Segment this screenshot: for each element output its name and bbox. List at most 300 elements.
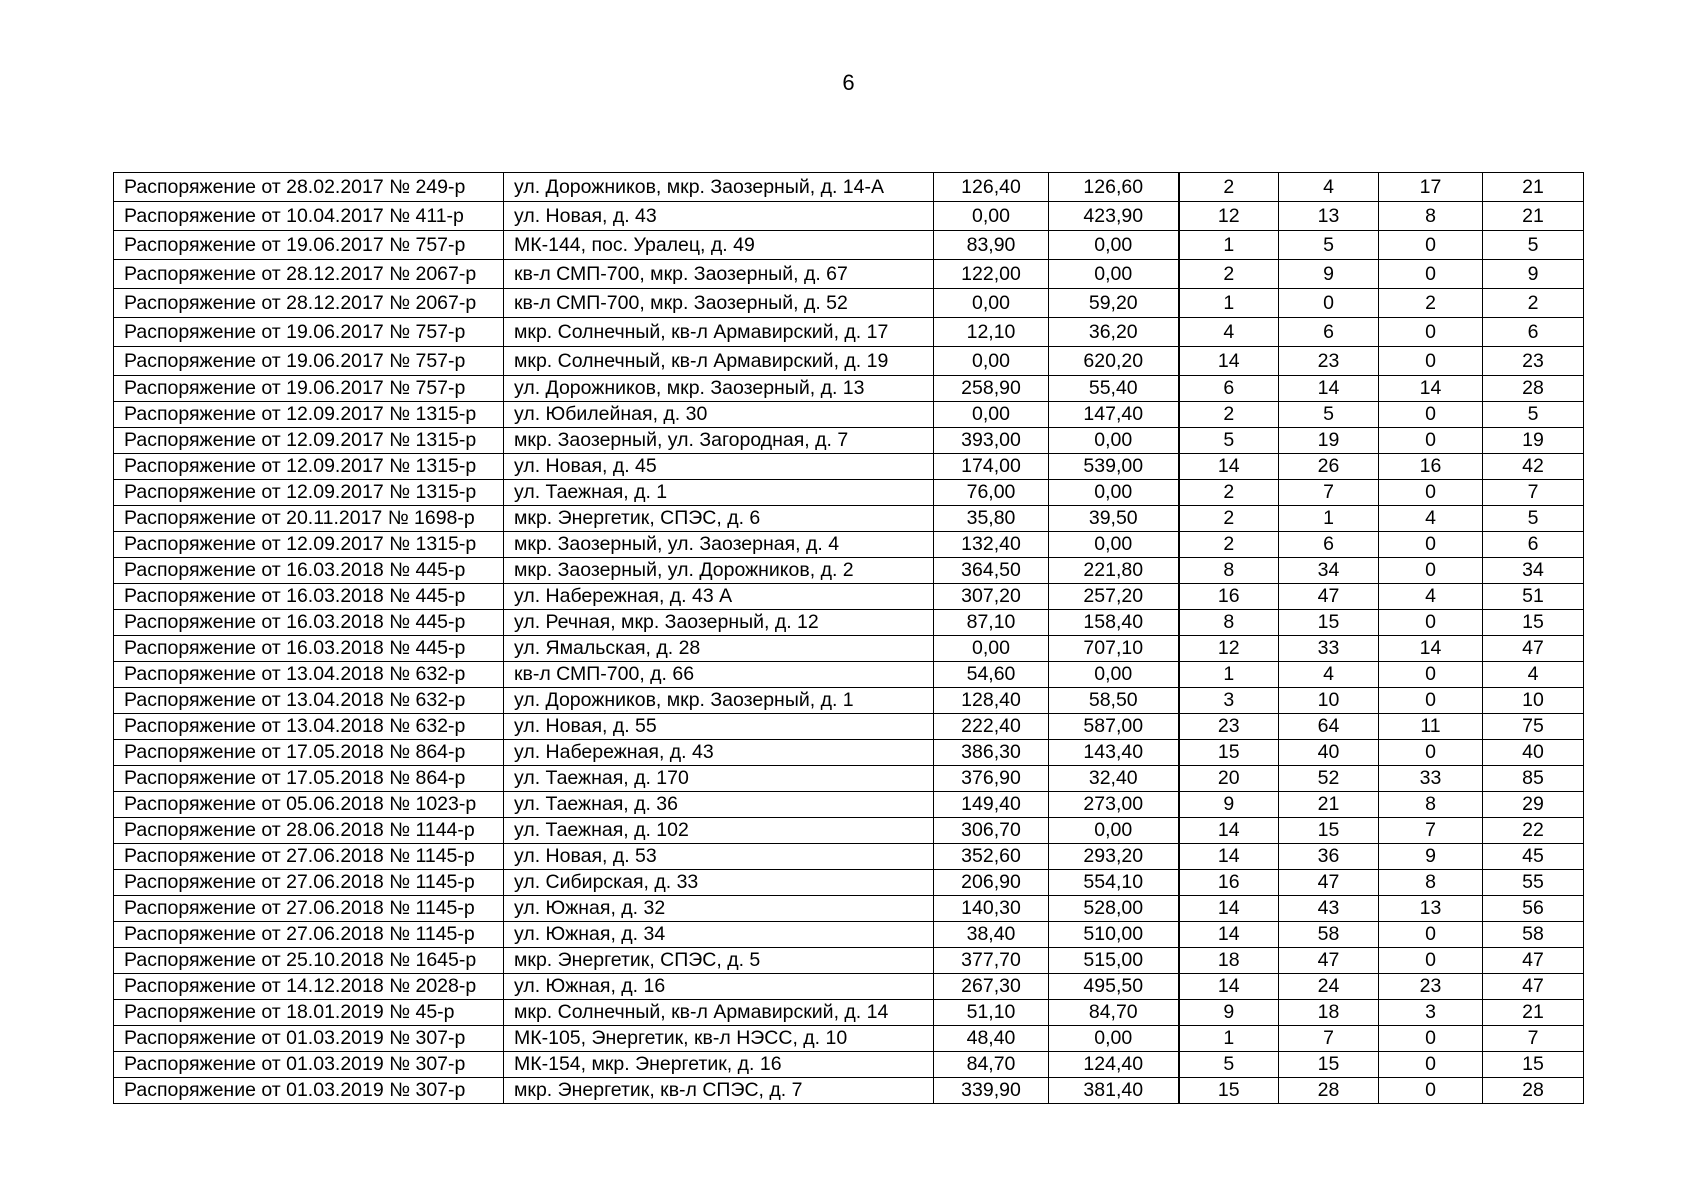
document-cell: Распоряжение от 10.04.2017 № 411-р bbox=[114, 202, 504, 231]
area-1-cell: 339,90 bbox=[934, 1078, 1049, 1104]
table-row bbox=[114, 231, 1584, 260]
area-1-cell: 258,90 bbox=[934, 376, 1049, 402]
table-row bbox=[114, 766, 1584, 792]
count-3-cell: 4 bbox=[1379, 506, 1483, 532]
area-2-cell: 528,00 bbox=[1049, 896, 1179, 922]
count-1-cell: 12 bbox=[1179, 202, 1279, 231]
table-row bbox=[114, 558, 1584, 584]
count-3-cell: 0 bbox=[1379, 688, 1483, 714]
count-4-cell: 29 bbox=[1483, 792, 1584, 818]
count-1-cell: 14 bbox=[1179, 896, 1279, 922]
count-4-cell: 6 bbox=[1483, 532, 1584, 558]
count-2-cell: 15 bbox=[1279, 1052, 1379, 1078]
area-2-cell: 59,20 bbox=[1049, 289, 1179, 318]
table-row bbox=[114, 610, 1584, 636]
count-1-cell: 2 bbox=[1179, 402, 1279, 428]
document-cell: Распоряжение от 13.04.2018 № 632-р bbox=[114, 688, 504, 714]
area-2-cell: 495,50 bbox=[1049, 974, 1179, 1000]
document-cell: Распоряжение от 16.03.2018 № 445-р bbox=[114, 610, 504, 636]
count-4-cell: 21 bbox=[1483, 1000, 1584, 1026]
area-2-cell: 0,00 bbox=[1049, 1026, 1179, 1052]
area-1-cell: 38,40 bbox=[934, 922, 1049, 948]
area-2-cell: 381,40 bbox=[1049, 1078, 1179, 1104]
address-cell: мкр. Энергетик, СПЭС, д. 5 bbox=[504, 948, 934, 974]
count-4-cell: 2 bbox=[1483, 289, 1584, 318]
table-row bbox=[114, 347, 1584, 376]
address-cell: ул. Новая, д. 43 bbox=[504, 202, 934, 231]
count-2-cell: 26 bbox=[1279, 454, 1379, 480]
count-4-cell: 9 bbox=[1483, 260, 1584, 289]
document-cell: Распоряжение от 16.03.2018 № 445-р bbox=[114, 636, 504, 662]
document-cell: Распоряжение от 19.06.2017 № 757-р bbox=[114, 347, 504, 376]
address-cell: ул. Дорожников, мкр. Заозерный, д. 13 bbox=[504, 376, 934, 402]
area-2-cell: 0,00 bbox=[1049, 818, 1179, 844]
count-1-cell: 1 bbox=[1179, 231, 1279, 260]
table-row bbox=[114, 289, 1584, 318]
address-cell: мкр. Солнечный, кв-л Армавирский, д. 14 bbox=[504, 1000, 934, 1026]
table-row bbox=[114, 792, 1584, 818]
count-3-cell: 7 bbox=[1379, 818, 1483, 844]
count-1-cell: 9 bbox=[1179, 792, 1279, 818]
count-1-cell: 14 bbox=[1179, 818, 1279, 844]
document-cell: Распоряжение от 16.03.2018 № 445-р bbox=[114, 558, 504, 584]
area-2-cell: 0,00 bbox=[1049, 260, 1179, 289]
area-2-cell: 515,00 bbox=[1049, 948, 1179, 974]
document-cell: Распоряжение от 17.05.2018 № 864-р bbox=[114, 740, 504, 766]
count-2-cell: 6 bbox=[1279, 318, 1379, 347]
area-1-cell: 0,00 bbox=[934, 347, 1049, 376]
area-1-cell: 393,00 bbox=[934, 428, 1049, 454]
area-1-cell: 48,40 bbox=[934, 1026, 1049, 1052]
count-4-cell: 15 bbox=[1483, 1052, 1584, 1078]
document-cell: Распоряжение от 27.06.2018 № 1145-р bbox=[114, 896, 504, 922]
count-3-cell: 9 bbox=[1379, 844, 1483, 870]
count-1-cell: 14 bbox=[1179, 844, 1279, 870]
count-1-cell: 15 bbox=[1179, 1078, 1279, 1104]
count-4-cell: 45 bbox=[1483, 844, 1584, 870]
area-1-cell: 386,30 bbox=[934, 740, 1049, 766]
count-2-cell: 36 bbox=[1279, 844, 1379, 870]
area-1-cell: 352,60 bbox=[934, 844, 1049, 870]
address-cell: ул. Дорожников, мкр. Заозерный, д. 14-А bbox=[504, 173, 934, 202]
document-cell: Распоряжение от 18.01.2019 № 45-р bbox=[114, 1000, 504, 1026]
table-body bbox=[114, 173, 1584, 1104]
count-1-cell: 14 bbox=[1179, 974, 1279, 1000]
address-cell: ул. Таежная, д. 1 bbox=[504, 480, 934, 506]
area-2-cell: 0,00 bbox=[1049, 231, 1179, 260]
address-cell: кв-л СМП-700, мкр. Заозерный, д. 67 bbox=[504, 260, 934, 289]
document-cell: Распоряжение от 12.09.2017 № 1315-р bbox=[114, 454, 504, 480]
area-1-cell: 267,30 bbox=[934, 974, 1049, 1000]
count-3-cell: 0 bbox=[1379, 231, 1483, 260]
count-4-cell: 15 bbox=[1483, 610, 1584, 636]
area-2-cell: 55,40 bbox=[1049, 376, 1179, 402]
area-2-cell: 620,20 bbox=[1049, 347, 1179, 376]
count-2-cell: 7 bbox=[1279, 1026, 1379, 1052]
area-2-cell: 126,60 bbox=[1049, 173, 1179, 202]
document-cell: Распоряжение от 28.02.2017 № 249-р bbox=[114, 173, 504, 202]
count-3-cell: 13 bbox=[1379, 896, 1483, 922]
count-3-cell: 14 bbox=[1379, 376, 1483, 402]
area-1-cell: 122,00 bbox=[934, 260, 1049, 289]
count-2-cell: 4 bbox=[1279, 662, 1379, 688]
area-1-cell: 132,40 bbox=[934, 532, 1049, 558]
area-2-cell: 0,00 bbox=[1049, 662, 1179, 688]
address-cell: ул. Новая, д. 53 bbox=[504, 844, 934, 870]
address-cell: ул. Набережная, д. 43 А bbox=[504, 584, 934, 610]
count-1-cell: 2 bbox=[1179, 260, 1279, 289]
area-2-cell: 58,50 bbox=[1049, 688, 1179, 714]
count-4-cell: 4 bbox=[1483, 662, 1584, 688]
table-row bbox=[114, 480, 1584, 506]
area-2-cell: 539,00 bbox=[1049, 454, 1179, 480]
area-1-cell: 174,00 bbox=[934, 454, 1049, 480]
document-cell: Распоряжение от 19.06.2017 № 757-р bbox=[114, 376, 504, 402]
count-4-cell: 55 bbox=[1483, 870, 1584, 896]
area-2-cell: 0,00 bbox=[1049, 532, 1179, 558]
area-1-cell: 0,00 bbox=[934, 402, 1049, 428]
count-3-cell: 0 bbox=[1379, 1078, 1483, 1104]
document-cell: Распоряжение от 28.12.2017 № 2067-р bbox=[114, 289, 504, 318]
count-3-cell: 0 bbox=[1379, 402, 1483, 428]
table-row bbox=[114, 948, 1584, 974]
area-1-cell: 364,50 bbox=[934, 558, 1049, 584]
area-2-cell: 124,40 bbox=[1049, 1052, 1179, 1078]
count-3-cell: 0 bbox=[1379, 922, 1483, 948]
table-row bbox=[114, 1078, 1584, 1104]
document-cell: Распоряжение от 17.05.2018 № 864-р bbox=[114, 766, 504, 792]
address-cell: МК-105, Энергетик, кв-л НЭСС, д. 10 bbox=[504, 1026, 934, 1052]
address-cell: ул. Таежная, д. 102 bbox=[504, 818, 934, 844]
document-cell: Распоряжение от 20.11.2017 № 1698-р bbox=[114, 506, 504, 532]
area-2-cell: 158,40 bbox=[1049, 610, 1179, 636]
count-2-cell: 24 bbox=[1279, 974, 1379, 1000]
count-2-cell: 15 bbox=[1279, 610, 1379, 636]
table-row bbox=[114, 870, 1584, 896]
count-2-cell: 64 bbox=[1279, 714, 1379, 740]
count-4-cell: 51 bbox=[1483, 584, 1584, 610]
area-1-cell: 54,60 bbox=[934, 662, 1049, 688]
table-row bbox=[114, 428, 1584, 454]
address-cell: МК-144, пос. Уралец, д. 49 bbox=[504, 231, 934, 260]
page-number: 6 bbox=[842, 70, 855, 95]
count-4-cell: 42 bbox=[1483, 454, 1584, 480]
address-cell: кв-л СМП-700, мкр. Заозерный, д. 52 bbox=[504, 289, 934, 318]
table-row bbox=[114, 896, 1584, 922]
area-1-cell: 12,10 bbox=[934, 318, 1049, 347]
count-2-cell: 18 bbox=[1279, 1000, 1379, 1026]
area-1-cell: 0,00 bbox=[934, 636, 1049, 662]
address-cell: ул. Новая, д. 45 bbox=[504, 454, 934, 480]
count-2-cell: 5 bbox=[1279, 231, 1379, 260]
table-row bbox=[114, 376, 1584, 402]
count-2-cell: 4 bbox=[1279, 173, 1379, 202]
area-2-cell: 293,20 bbox=[1049, 844, 1179, 870]
document-cell: Распоряжение от 28.12.2017 № 2067-р bbox=[114, 260, 504, 289]
area-1-cell: 140,30 bbox=[934, 896, 1049, 922]
count-2-cell: 5 bbox=[1279, 402, 1379, 428]
area-1-cell: 377,70 bbox=[934, 948, 1049, 974]
count-1-cell: 6 bbox=[1179, 376, 1279, 402]
count-2-cell: 9 bbox=[1279, 260, 1379, 289]
area-1-cell: 84,70 bbox=[934, 1052, 1049, 1078]
count-4-cell: 21 bbox=[1483, 202, 1584, 231]
document-cell: Распоряжение от 19.06.2017 № 757-р bbox=[114, 231, 504, 260]
count-4-cell: 22 bbox=[1483, 818, 1584, 844]
count-3-cell: 0 bbox=[1379, 662, 1483, 688]
table-row bbox=[114, 173, 1584, 202]
count-4-cell: 23 bbox=[1483, 347, 1584, 376]
count-3-cell: 0 bbox=[1379, 347, 1483, 376]
document-cell: Распоряжение от 27.06.2018 № 1145-р bbox=[114, 870, 504, 896]
count-4-cell: 7 bbox=[1483, 1026, 1584, 1052]
count-2-cell: 40 bbox=[1279, 740, 1379, 766]
count-2-cell: 10 bbox=[1279, 688, 1379, 714]
count-2-cell: 7 bbox=[1279, 480, 1379, 506]
count-2-cell: 1 bbox=[1279, 506, 1379, 532]
count-3-cell: 8 bbox=[1379, 202, 1483, 231]
area-2-cell: 32,40 bbox=[1049, 766, 1179, 792]
address-cell: мкр. Заозерный, ул. Дорожников, д. 2 bbox=[504, 558, 934, 584]
address-cell: мкр. Заозерный, ул. Заозерная, д. 4 bbox=[504, 532, 934, 558]
area-2-cell: 221,80 bbox=[1049, 558, 1179, 584]
count-3-cell: 0 bbox=[1379, 740, 1483, 766]
area-2-cell: 510,00 bbox=[1049, 922, 1179, 948]
count-1-cell: 2 bbox=[1179, 480, 1279, 506]
count-1-cell: 16 bbox=[1179, 584, 1279, 610]
table-row bbox=[114, 506, 1584, 532]
document-cell: Распоряжение от 16.03.2018 № 445-р bbox=[114, 584, 504, 610]
count-2-cell: 47 bbox=[1279, 584, 1379, 610]
count-4-cell: 56 bbox=[1483, 896, 1584, 922]
table-row bbox=[114, 584, 1584, 610]
table-row bbox=[114, 740, 1584, 766]
count-4-cell: 6 bbox=[1483, 318, 1584, 347]
area-1-cell: 307,20 bbox=[934, 584, 1049, 610]
table-row bbox=[114, 318, 1584, 347]
area-2-cell: 423,90 bbox=[1049, 202, 1179, 231]
area-2-cell: 0,00 bbox=[1049, 480, 1179, 506]
table-row bbox=[114, 532, 1584, 558]
address-cell: ул. Новая, д. 55 bbox=[504, 714, 934, 740]
count-1-cell: 14 bbox=[1179, 454, 1279, 480]
address-cell: мкр. Энергетик, СПЭС, д. 6 bbox=[504, 506, 934, 532]
count-2-cell: 23 bbox=[1279, 347, 1379, 376]
count-3-cell: 33 bbox=[1379, 766, 1483, 792]
area-2-cell: 36,20 bbox=[1049, 318, 1179, 347]
area-2-cell: 39,50 bbox=[1049, 506, 1179, 532]
count-1-cell: 1 bbox=[1179, 662, 1279, 688]
count-4-cell: 5 bbox=[1483, 231, 1584, 260]
count-1-cell: 14 bbox=[1179, 922, 1279, 948]
count-1-cell: 12 bbox=[1179, 636, 1279, 662]
area-1-cell: 51,10 bbox=[934, 1000, 1049, 1026]
count-1-cell: 1 bbox=[1179, 289, 1279, 318]
area-1-cell: 83,90 bbox=[934, 231, 1049, 260]
count-2-cell: 47 bbox=[1279, 948, 1379, 974]
table-row bbox=[114, 922, 1584, 948]
count-2-cell: 33 bbox=[1279, 636, 1379, 662]
table-row bbox=[114, 202, 1584, 231]
document-cell: Распоряжение от 05.06.2018 № 1023-р bbox=[114, 792, 504, 818]
area-1-cell: 222,40 bbox=[934, 714, 1049, 740]
count-3-cell: 0 bbox=[1379, 428, 1483, 454]
area-1-cell: 126,40 bbox=[934, 173, 1049, 202]
area-2-cell: 143,40 bbox=[1049, 740, 1179, 766]
table-row bbox=[114, 1000, 1584, 1026]
count-3-cell: 17 bbox=[1379, 173, 1483, 202]
count-2-cell: 19 bbox=[1279, 428, 1379, 454]
count-4-cell: 28 bbox=[1483, 376, 1584, 402]
table-row bbox=[114, 688, 1584, 714]
count-3-cell: 0 bbox=[1379, 532, 1483, 558]
document-cell: Распоряжение от 01.03.2019 № 307-р bbox=[114, 1052, 504, 1078]
count-3-cell: 0 bbox=[1379, 1052, 1483, 1078]
count-4-cell: 5 bbox=[1483, 402, 1584, 428]
count-4-cell: 28 bbox=[1483, 1078, 1584, 1104]
address-cell: мкр. Заозерный, ул. Загородная, д. 7 bbox=[504, 428, 934, 454]
address-cell: ул. Таежная, д. 170 bbox=[504, 766, 934, 792]
area-1-cell: 149,40 bbox=[934, 792, 1049, 818]
table-row bbox=[114, 844, 1584, 870]
address-cell: ул. Речная, мкр. Заозерный, д. 12 bbox=[504, 610, 934, 636]
count-4-cell: 75 bbox=[1483, 714, 1584, 740]
area-1-cell: 376,90 bbox=[934, 766, 1049, 792]
count-2-cell: 15 bbox=[1279, 818, 1379, 844]
area-2-cell: 554,10 bbox=[1049, 870, 1179, 896]
count-2-cell: 34 bbox=[1279, 558, 1379, 584]
count-1-cell: 15 bbox=[1179, 740, 1279, 766]
resettlement-table bbox=[113, 172, 1584, 1104]
table-row bbox=[114, 662, 1584, 688]
count-4-cell: 21 bbox=[1483, 173, 1584, 202]
area-1-cell: 0,00 bbox=[934, 289, 1049, 318]
count-3-cell: 8 bbox=[1379, 792, 1483, 818]
count-1-cell: 9 bbox=[1179, 1000, 1279, 1026]
count-2-cell: 14 bbox=[1279, 376, 1379, 402]
document-cell: Распоряжение от 01.03.2019 № 307-р bbox=[114, 1078, 504, 1104]
document-cell: Распоряжение от 27.06.2018 № 1145-р bbox=[114, 844, 504, 870]
count-3-cell: 8 bbox=[1379, 870, 1483, 896]
document-cell: Распоряжение от 12.09.2017 № 1315-р bbox=[114, 532, 504, 558]
count-3-cell: 0 bbox=[1379, 260, 1483, 289]
count-3-cell: 0 bbox=[1379, 480, 1483, 506]
count-2-cell: 58 bbox=[1279, 922, 1379, 948]
table-row bbox=[114, 636, 1584, 662]
table-row bbox=[114, 714, 1584, 740]
count-4-cell: 7 bbox=[1483, 480, 1584, 506]
address-cell: ул. Таежная, д. 36 bbox=[504, 792, 934, 818]
address-cell: мкр. Солнечный, кв-л Армавирский, д. 17 bbox=[504, 318, 934, 347]
document-cell: Распоряжение от 13.04.2018 № 632-р bbox=[114, 714, 504, 740]
count-2-cell: 28 bbox=[1279, 1078, 1379, 1104]
address-cell: мкр. Энергетик, кв-л СПЭС, д. 7 bbox=[504, 1078, 934, 1104]
area-2-cell: 0,00 bbox=[1049, 428, 1179, 454]
document-cell: Распоряжение от 12.09.2017 № 1315-р bbox=[114, 480, 504, 506]
document-cell: Распоряжение от 13.04.2018 № 632-р bbox=[114, 662, 504, 688]
area-1-cell: 206,90 bbox=[934, 870, 1049, 896]
address-cell: ул. Южная, д. 16 bbox=[504, 974, 934, 1000]
count-1-cell: 20 bbox=[1179, 766, 1279, 792]
table-row bbox=[114, 1026, 1584, 1052]
document-cell: Распоряжение от 28.06.2018 № 1144-р bbox=[114, 818, 504, 844]
area-2-cell: 707,10 bbox=[1049, 636, 1179, 662]
count-1-cell: 16 bbox=[1179, 870, 1279, 896]
count-1-cell: 5 bbox=[1179, 428, 1279, 454]
address-cell: кв-л СМП-700, д. 66 bbox=[504, 662, 934, 688]
document-cell: Распоряжение от 12.09.2017 № 1315-р bbox=[114, 428, 504, 454]
count-4-cell: 47 bbox=[1483, 974, 1584, 1000]
area-1-cell: 128,40 bbox=[934, 688, 1049, 714]
count-4-cell: 47 bbox=[1483, 636, 1584, 662]
count-2-cell: 52 bbox=[1279, 766, 1379, 792]
count-4-cell: 34 bbox=[1483, 558, 1584, 584]
area-2-cell: 587,00 bbox=[1049, 714, 1179, 740]
count-3-cell: 3 bbox=[1379, 1000, 1483, 1026]
area-2-cell: 147,40 bbox=[1049, 402, 1179, 428]
count-2-cell: 21 bbox=[1279, 792, 1379, 818]
count-2-cell: 6 bbox=[1279, 532, 1379, 558]
address-cell: ул. Юбилейная, д. 30 bbox=[504, 402, 934, 428]
count-4-cell: 47 bbox=[1483, 948, 1584, 974]
address-cell: ул. Дорожников, мкр. Заозерный, д. 1 bbox=[504, 688, 934, 714]
count-3-cell: 16 bbox=[1379, 454, 1483, 480]
count-2-cell: 43 bbox=[1279, 896, 1379, 922]
address-cell: МК-154, мкр. Энергетик, д. 16 bbox=[504, 1052, 934, 1078]
document-cell: Распоряжение от 14.12.2018 № 2028-р bbox=[114, 974, 504, 1000]
count-3-cell: 11 bbox=[1379, 714, 1483, 740]
count-1-cell: 5 bbox=[1179, 1052, 1279, 1078]
count-1-cell: 1 bbox=[1179, 1026, 1279, 1052]
count-1-cell: 3 bbox=[1179, 688, 1279, 714]
count-3-cell: 0 bbox=[1379, 948, 1483, 974]
count-1-cell: 8 bbox=[1179, 558, 1279, 584]
count-1-cell: 14 bbox=[1179, 347, 1279, 376]
count-1-cell: 2 bbox=[1179, 532, 1279, 558]
count-4-cell: 58 bbox=[1483, 922, 1584, 948]
document-cell: Распоряжение от 19.06.2017 № 757-р bbox=[114, 318, 504, 347]
count-1-cell: 8 bbox=[1179, 610, 1279, 636]
table-row bbox=[114, 974, 1584, 1000]
area-2-cell: 273,00 bbox=[1049, 792, 1179, 818]
address-cell: мкр. Солнечный, кв-л Армавирский, д. 19 bbox=[504, 347, 934, 376]
count-2-cell: 47 bbox=[1279, 870, 1379, 896]
count-4-cell: 85 bbox=[1483, 766, 1584, 792]
count-1-cell: 18 bbox=[1179, 948, 1279, 974]
document-cell: Распоряжение от 01.03.2019 № 307-р bbox=[114, 1026, 504, 1052]
table-row bbox=[114, 818, 1584, 844]
table-row bbox=[114, 402, 1584, 428]
count-4-cell: 19 bbox=[1483, 428, 1584, 454]
count-4-cell: 5 bbox=[1483, 506, 1584, 532]
area-1-cell: 87,10 bbox=[934, 610, 1049, 636]
area-2-cell: 84,70 bbox=[1049, 1000, 1179, 1026]
area-1-cell: 35,80 bbox=[934, 506, 1049, 532]
count-1-cell: 4 bbox=[1179, 318, 1279, 347]
address-cell: ул. Южная, д. 32 bbox=[504, 896, 934, 922]
area-1-cell: 76,00 bbox=[934, 480, 1049, 506]
count-3-cell: 0 bbox=[1379, 558, 1483, 584]
document-cell: Распоряжение от 25.10.2018 № 1645-р bbox=[114, 948, 504, 974]
table-row bbox=[114, 260, 1584, 289]
count-1-cell: 23 bbox=[1179, 714, 1279, 740]
document-cell: Распоряжение от 12.09.2017 № 1315-р bbox=[114, 402, 504, 428]
address-cell: ул. Южная, д. 34 bbox=[504, 922, 934, 948]
count-4-cell: 10 bbox=[1483, 688, 1584, 714]
area-2-cell: 257,20 bbox=[1049, 584, 1179, 610]
document-cell: Распоряжение от 27.06.2018 № 1145-р bbox=[114, 922, 504, 948]
table-row bbox=[114, 454, 1584, 480]
